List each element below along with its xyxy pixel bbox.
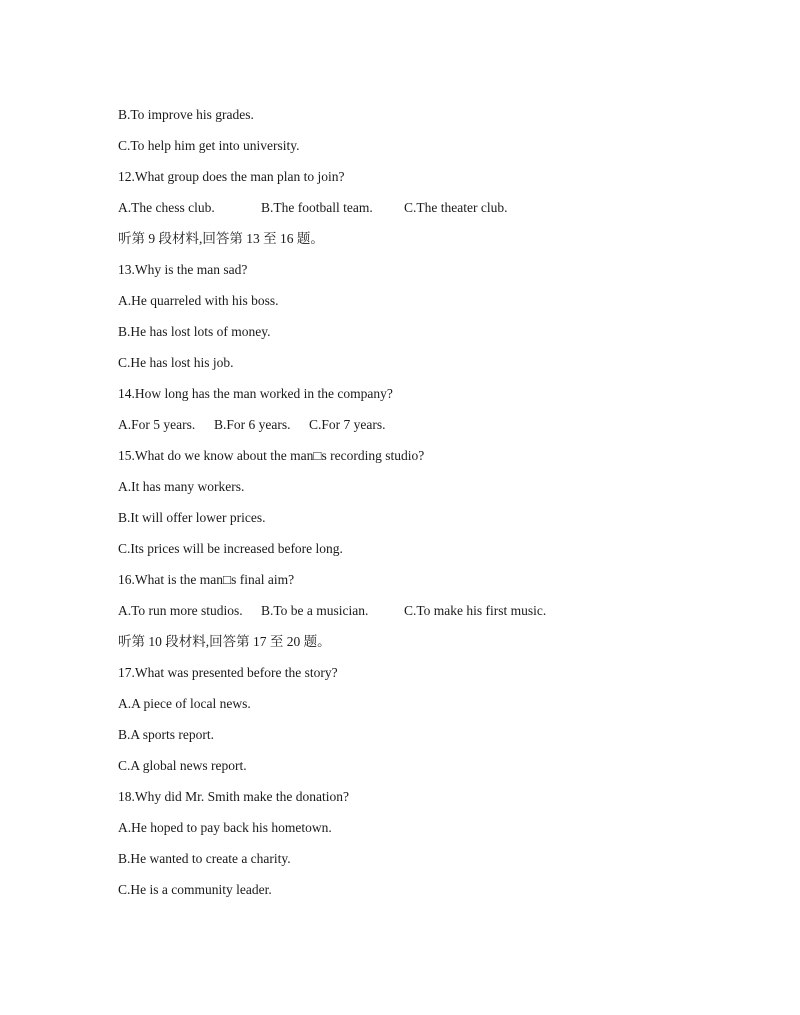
question-17: 17.What was presented before the story? <box>118 665 338 680</box>
q14-option-a: A.For 5 years. <box>118 417 196 432</box>
q16-option-c: C.To make his first music. <box>404 603 547 618</box>
q13-option-c: C.He has lost his job. <box>118 355 234 370</box>
q14-options <box>118 416 386 434</box>
q11-option-c: C.To help him get into university. <box>118 138 300 153</box>
q11-option-b: B.To improve his grades. <box>118 107 254 122</box>
section-10-instruction: 听第 10 段材料,回答第 17 至 20 题。 <box>118 634 331 649</box>
question-12: 12.What group does the man plan to join? <box>118 169 345 184</box>
question-15: 15.What do we know about the man□s recording studio? <box>118 448 425 463</box>
q18-option-c: C.He is a community leader. <box>118 882 272 897</box>
q18-option-a: A.He hoped to pay back his hometown. <box>118 820 332 835</box>
q17-option-a: A.A piece of local news. <box>118 696 251 711</box>
q18-option-b: B.He wanted to create a charity. <box>118 851 291 866</box>
question-18: 18.Why did Mr. Smith make the donation? <box>118 789 349 804</box>
q16-option-b: B.To be a musician. <box>261 603 369 618</box>
q12-option-a: A.The chess club. <box>118 200 215 215</box>
q12-option-c: C.The theater club. <box>404 200 508 215</box>
q16-option-a: A.To run more studios. <box>118 603 243 618</box>
q17-option-c: C.A global news report. <box>118 758 247 773</box>
q17-option-b: B.A sports report. <box>118 727 214 742</box>
q15-option-c: C.Its prices will be increased before long. <box>118 541 343 556</box>
q13-option-a: A.He quarreled with his boss. <box>118 293 279 308</box>
question-13: 13.Why is the man sad? <box>118 262 248 277</box>
q12-options <box>118 199 507 217</box>
q14-option-c: C.For 7 years. <box>309 417 386 432</box>
q15-option-b: B.It will offer lower prices. <box>118 510 266 525</box>
q13-option-b: B.He has lost lots of money. <box>118 324 271 339</box>
section-9-instruction: 听第 9 段材料,回答第 13 至 16 题。 <box>118 231 324 246</box>
question-16: 16.What is the man□s final aim? <box>118 572 295 587</box>
q16-options <box>118 602 546 620</box>
question-14: 14.How long has the man worked in the company? <box>118 386 393 401</box>
q15-option-a: A.It has many workers. <box>118 479 245 494</box>
q14-option-b: B.For 6 years. <box>214 417 291 432</box>
q12-option-b: B.The football team. <box>261 200 373 215</box>
